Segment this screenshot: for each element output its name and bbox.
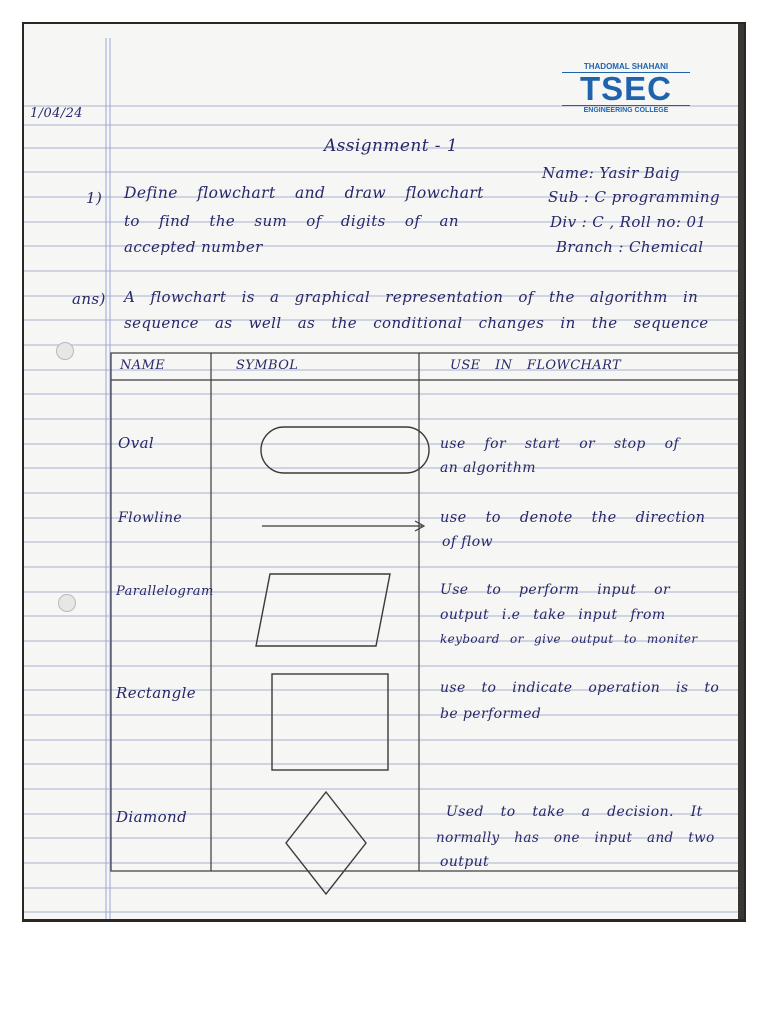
header-symbol: SYMBOL [236,358,299,373]
student-name: Name: Yasir Baig [542,164,680,182]
arrow-symbol-icon [262,518,432,534]
blank-area [0,922,768,1024]
row-flowline-name: Flowline [118,510,183,526]
answer-label: ans) [72,290,106,308]
parallelogram-symbol-icon [254,572,394,650]
diamond-symbol-icon [284,790,368,896]
row-rectangle-use-2: be performed [440,706,542,722]
binder-hole-top [56,342,74,360]
row-oval-use-2: an algorithm [440,460,536,476]
question-line-2: to find the sum of digits of an [124,212,459,230]
row-diamond-name: Diamond [116,808,188,826]
header-name: NAME [120,358,166,373]
row-diamond-use-2: normally has one input and two [436,830,715,846]
student-div-roll: Div : C , Roll no: 01 [550,213,707,231]
student-subject: Sub : C programming [548,188,720,206]
row-oval-use-1: use for start or stop of [440,436,680,452]
date-text: 1/04/24 [30,106,83,121]
flowchart-symbols-table [110,352,744,872]
row-diamond-use-1: Used to take a decision. It [446,804,703,820]
header-use: USE IN FLOWCHART [450,358,622,373]
row-flowline-use-1: use to denote the direction [440,510,706,526]
row-parallelogram-name: Parallelogram [116,584,214,599]
oval-symbol-icon [260,426,432,476]
row-parallelogram-use-3: keyboard or give output to moniter [440,632,698,646]
assignment-title: Assignment - 1 [324,136,458,156]
question-number: 1) [86,189,103,207]
row-rectangle-name: Rectangle [116,684,197,702]
logo-top-text: THADOMAL SHAHANI [562,62,690,73]
notebook-page [24,24,744,919]
row-parallelogram-use-1: Use to perform input or [440,582,671,598]
row-rectangle-use-1: use to indicate operation is to [440,680,720,696]
logo-name-text: TSEC [579,70,672,107]
photo-edge-shadow [738,24,744,919]
student-branch: Branch : Chemical [556,238,704,256]
question-line-3: accepted number [124,238,263,256]
row-parallelogram-use-2: output i.e take input from [440,607,666,623]
row-oval-name: Oval [118,434,155,452]
row-flowline-use-2: of flow [442,534,493,550]
binder-hole-bottom [58,594,76,612]
logo-bottom-text: ENGINEERING COLLEGE [562,105,690,115]
college-logo [562,62,690,115]
row-diamond-use-3: output [440,854,490,870]
rectangle-symbol-icon [270,672,390,772]
answer-line-1: A flowchart is a graphical representation of the algorithm in [124,288,699,306]
answer-line-2: sequence as well as the conditional changes in the sequence [124,314,709,332]
question-line-1: Define flowchart and draw flowchart [124,184,484,202]
